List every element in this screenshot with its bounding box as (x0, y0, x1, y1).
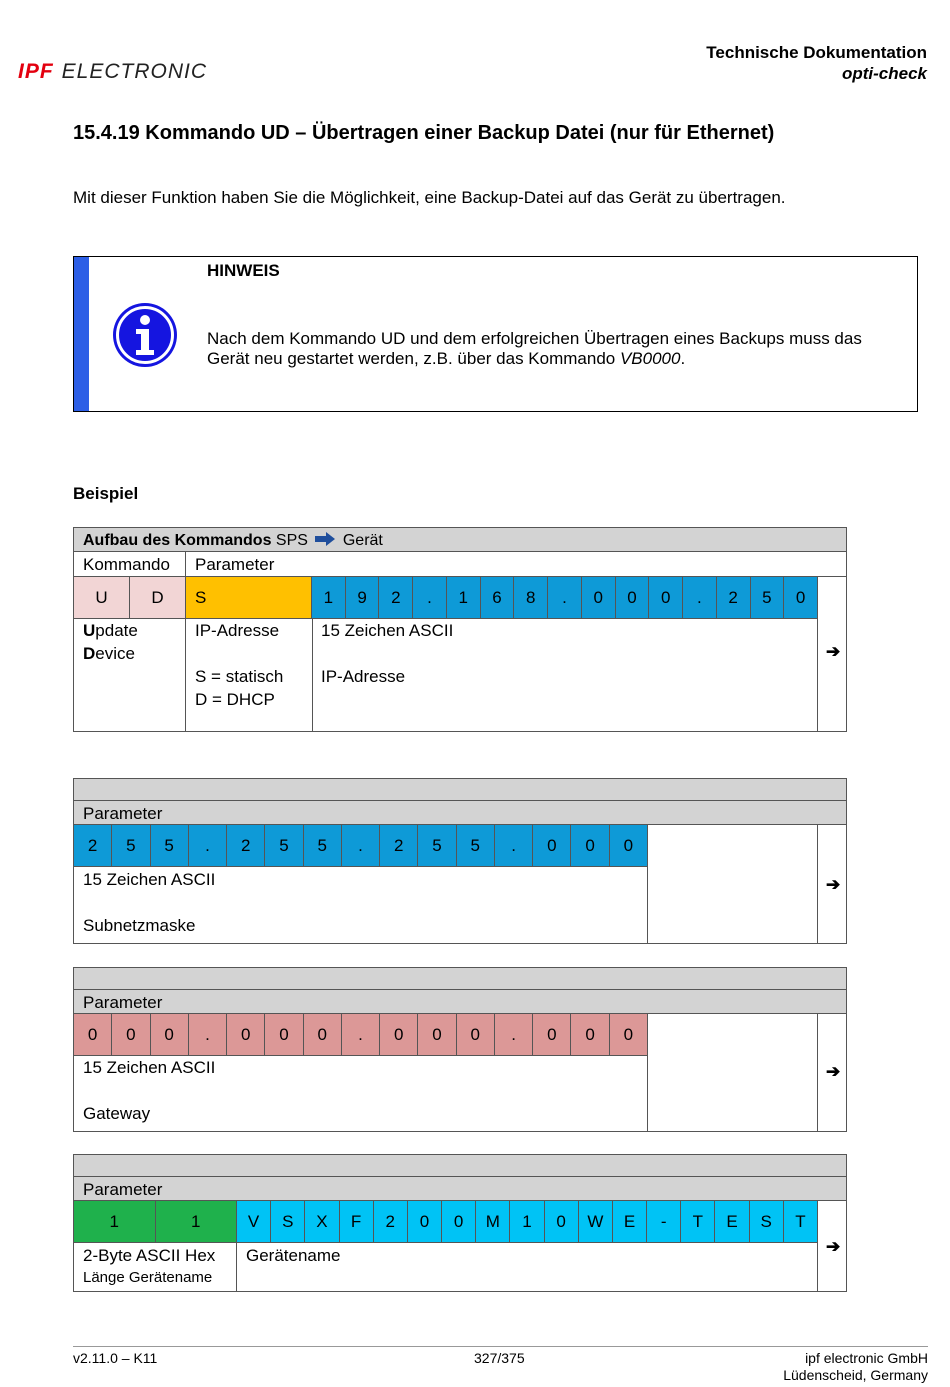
name-char-cell: T (784, 1201, 818, 1243)
name-char-cell: 1 (510, 1201, 544, 1243)
gateway-char-cell: 0 (610, 1014, 648, 1056)
footer-company (783, 1350, 928, 1384)
continue-arrow-icon: ➔ (826, 642, 841, 661)
gateway-char-cell: 0 (112, 1014, 150, 1056)
desc-cmd-rest-d: evice (95, 644, 135, 663)
name-char-cell: 0 (545, 1201, 579, 1243)
gateway-char-cell: 0 (418, 1014, 456, 1056)
continue-arrow-icon: ➔ (826, 875, 841, 894)
subnet-char-cell: 0 (571, 825, 609, 867)
table-title-row (74, 528, 846, 552)
ip-char-cell: 8 (514, 577, 548, 619)
subnet-char-cell: 5 (151, 825, 189, 867)
subnet-char-cell: 5 (265, 825, 303, 867)
right-arrow-icon (315, 532, 335, 551)
column-divider (647, 825, 648, 944)
doc-subtitle: opti-check (841, 64, 927, 83)
column-header-parameter: Parameter (83, 993, 163, 1012)
table-title: Aufbau des Kommandos (83, 532, 272, 549)
command-char-cell: D (130, 577, 186, 619)
ip-char-cell: 9 (346, 577, 380, 619)
name-char-cell: V (237, 1201, 271, 1243)
gateway-table (73, 967, 847, 1132)
name-char-cell: T (681, 1201, 715, 1243)
column-divider (312, 619, 313, 732)
footer-company-location: Lüdenscheid, Germany (783, 1367, 928, 1383)
note-box (73, 256, 918, 412)
name-char-cell: 0 (442, 1201, 476, 1243)
subnet-char-cell: 5 (112, 825, 150, 867)
desc-cmd-letter-d: D (83, 644, 96, 663)
gateway-char-cell: . (342, 1014, 380, 1056)
logo-ipf-text: IPF (18, 60, 54, 83)
desc-subnet-label: Subnetzmaske (83, 916, 196, 935)
subnet-char-cell: 5 (304, 825, 342, 867)
document-header (706, 42, 927, 84)
column-divider (236, 1201, 237, 1292)
desc-device-name: Gerätename (246, 1246, 341, 1265)
name-char-cell: - (647, 1201, 681, 1243)
column-header-row (74, 1177, 846, 1201)
note-command-code: VB0000 (619, 349, 681, 368)
command-char-cell: U (74, 577, 130, 619)
continue-arrow-icon: ➔ (826, 1062, 841, 1081)
desc-gateway (83, 1056, 215, 1125)
column-header-parameter: Parameter (195, 555, 275, 574)
table-title-source: SPS (275, 532, 308, 549)
example-heading: Beispiel (73, 484, 139, 503)
gateway-char-cell: 0 (74, 1014, 112, 1056)
name-char-cell: E (715, 1201, 749, 1243)
name-char-cell: S (271, 1201, 305, 1243)
table-title-row (74, 1155, 846, 1177)
name-char-cell: 0 (408, 1201, 442, 1243)
desc-mode-dhcp: D = DHCP (195, 690, 275, 709)
column-header-parameter: Parameter (83, 804, 163, 823)
column-header-row (74, 552, 846, 577)
column-header-row (74, 801, 846, 825)
note-text-main: Nach dem Kommando UD und dem erfolgreichen Übertragen eines Backups muss das Gerät neu gestartet werden, z.B. über das Kommando (207, 329, 862, 368)
name-char-cell: W (579, 1201, 613, 1243)
note-title: HINWEIS (207, 261, 280, 280)
ip-char-cell: 0 (649, 577, 683, 619)
note-text-end: . (680, 349, 686, 368)
device-name-table (73, 1154, 847, 1292)
ip-char-cell: 1 (447, 577, 481, 619)
company-logo (18, 60, 207, 84)
section-heading: 15.4.19 Kommando UD – Übertragen einer Backup Datei (nur für Ethernet) (73, 122, 775, 144)
ip-char-cell: 5 (751, 577, 785, 619)
table-title-row (74, 779, 846, 801)
length-char-cell: 1 (156, 1201, 238, 1243)
desc-ip (321, 619, 453, 688)
desc-gateway-ascii: 15 Zeichen ASCII (83, 1058, 216, 1077)
gateway-char-cell: . (495, 1014, 533, 1056)
section-intro: Mit dieser Funktion haben Sie die Möglichkeit, eine Backup-Datei auf das Gerät zu übertragen. (73, 188, 786, 207)
ip-char-cell: 2 (717, 577, 751, 619)
table-title-target: Gerät (342, 532, 383, 549)
gateway-char-cell: . (189, 1014, 227, 1056)
gateway-char-cell: 0 (571, 1014, 609, 1056)
info-icon (112, 302, 178, 368)
footer-page-number: 327/375 (474, 1350, 525, 1366)
desc-length-format: 2-Byte ASCII Hex (83, 1246, 216, 1265)
column-divider (817, 1014, 818, 1132)
subnet-mask-table (73, 778, 847, 944)
name-char-cell: M (476, 1201, 510, 1243)
gateway-char-cell: 0 (151, 1014, 189, 1056)
footer-version: v2.11.0 – K11 (73, 1350, 158, 1366)
subnet-char-cell: . (342, 825, 380, 867)
ip-char-cell: . (413, 577, 447, 619)
name-char-cell: S (750, 1201, 784, 1243)
column-header-row (74, 990, 846, 1014)
desc-length-label: Länge Gerätename (83, 1269, 213, 1286)
desc-ip-ascii: 15 Zeichen ASCII (321, 621, 454, 640)
ip-char-cell: . (683, 577, 717, 619)
desc-ip-label: IP-Adresse (321, 667, 406, 686)
gateway-char-cell: 0 (380, 1014, 418, 1056)
name-char-cell: X (305, 1201, 339, 1243)
subnet-char-cell: . (189, 825, 227, 867)
desc-mode-static: S = statisch (195, 667, 284, 686)
subnet-char-cell: 5 (457, 825, 495, 867)
gateway-char-cell: 0 (227, 1014, 265, 1056)
logo-electronic-text: ELECTRONIC (61, 60, 208, 83)
desc-gateway-label: Gateway (83, 1104, 151, 1123)
desc-cmd-rest-u: pdate (95, 621, 138, 640)
column-header-command: Kommando (83, 555, 170, 574)
column-divider (817, 1201, 818, 1292)
note-text (207, 329, 907, 369)
gateway-char-cell: 0 (457, 1014, 495, 1056)
column-divider (817, 825, 818, 944)
subnet-char-cell: 2 (380, 825, 418, 867)
mode-char-cell: S (186, 577, 312, 619)
ip-char-cell: . (548, 577, 582, 619)
doc-title: Technische Dokumentation (706, 43, 927, 62)
command-structure-table (73, 527, 847, 732)
column-header-parameter: Parameter (83, 1180, 163, 1199)
table-title-row (74, 968, 846, 990)
ip-char-cell: 0 (784, 577, 818, 619)
ip-char-cell: 2 (379, 577, 413, 619)
subnet-char-cell: 2 (227, 825, 265, 867)
note-accent-bar (74, 257, 89, 411)
footer-company-name: ipf electronic GmbH (805, 1350, 928, 1366)
name-char-cell: F (340, 1201, 374, 1243)
gateway-char-cell: 0 (265, 1014, 303, 1056)
ip-char-cell: 6 (481, 577, 515, 619)
length-char-cell: 1 (74, 1201, 156, 1243)
ip-char-cell: 0 (582, 577, 616, 619)
subnet-char-cell: 0 (610, 825, 648, 867)
subnet-char-cell: . (495, 825, 533, 867)
name-char-cell: E (613, 1201, 647, 1243)
subnet-char-cell: 0 (533, 825, 571, 867)
subnet-char-cell: 5 (418, 825, 456, 867)
subnet-char-cell: 2 (74, 825, 112, 867)
desc-subnet-ascii: 15 Zeichen ASCII (83, 870, 216, 889)
desc-mode (195, 619, 283, 711)
continue-arrow-icon: ➔ (826, 1237, 841, 1256)
gateway-char-cell: 0 (533, 1014, 571, 1056)
footer-divider (73, 1346, 928, 1347)
ip-char-cell: 0 (616, 577, 650, 619)
gateway-char-cell: 0 (304, 1014, 342, 1056)
column-divider (817, 577, 818, 732)
desc-mode-label: IP-Adresse (195, 621, 280, 640)
desc-update-device (83, 619, 138, 665)
desc-cmd-letter-u: U (83, 621, 96, 640)
column-divider (647, 1014, 648, 1132)
ip-char-cell: 1 (312, 577, 346, 619)
desc-subnet (83, 868, 215, 937)
name-char-cell: 2 (374, 1201, 408, 1243)
